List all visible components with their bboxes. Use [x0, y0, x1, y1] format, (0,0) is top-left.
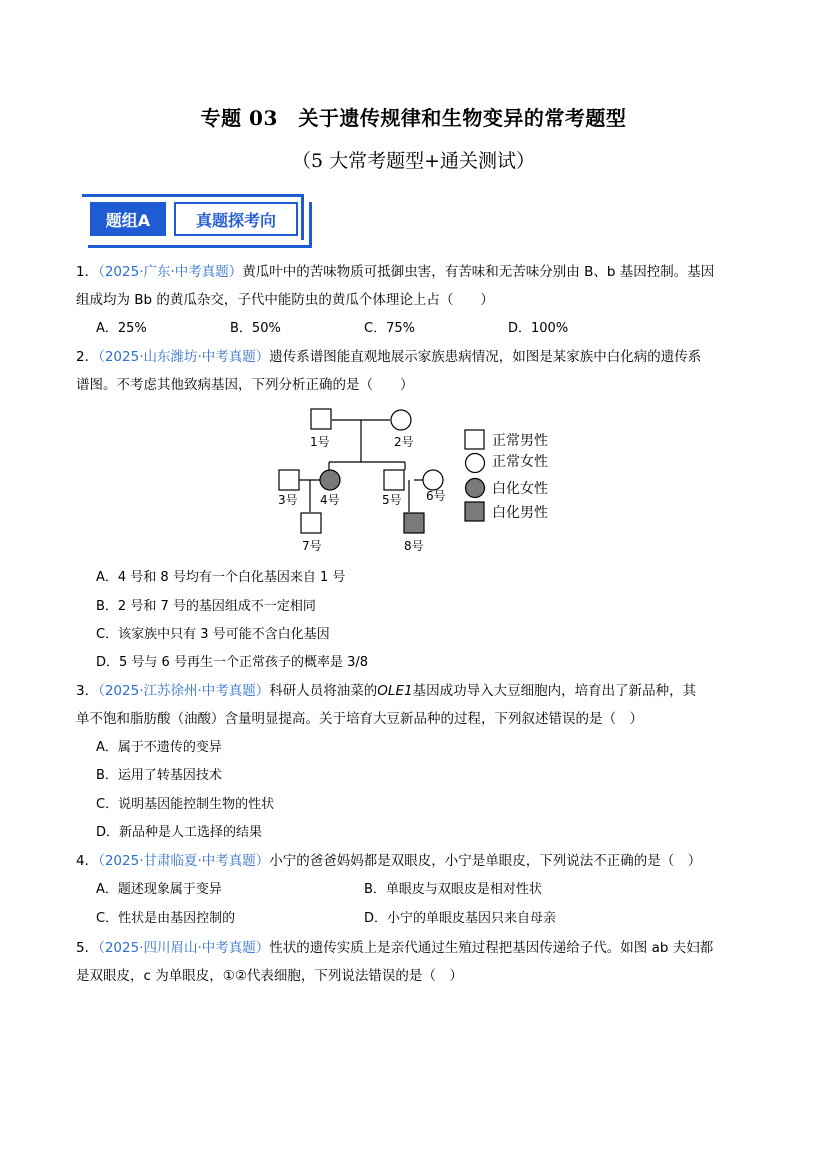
- page-title: 专题 03 关于遗传规律和生物变异的常考题型: [200, 106, 627, 130]
- individual-6-normal-female: [423, 470, 443, 490]
- legend-normal-female-icon: [466, 454, 485, 473]
- question-source: （2025·江苏徐州·中考真题）: [98, 683, 270, 699]
- question-5-line-1: [76, 938, 713, 958]
- question-4-option-d: D．小宁的单眼皮基因只来自母亲: [364, 911, 557, 926]
- label-8: 8号: [404, 539, 424, 553]
- question-number: 4．: [76, 853, 99, 869]
- question-1-option-c: C．75%: [364, 321, 415, 336]
- individual-3-normal-male: [279, 470, 299, 490]
- section-badge: 真题探考向: [174, 202, 298, 236]
- question-1-line-2: 组成均为 Bb 的黄瓜杂交，子代中能防虫的黄瓜个体理论上占（ ）: [76, 292, 494, 308]
- question-number: 5．: [76, 940, 99, 956]
- legend-albino-male: 白化男性: [492, 505, 548, 521]
- question-3-option-c: C．说明基因能控制生物的性状: [96, 797, 275, 812]
- section-banner: [82, 194, 312, 248]
- question-2-line-1: [76, 347, 701, 367]
- legend-albino-male-icon: [465, 502, 484, 521]
- question-source: （2025·四川眉山·中考真题）: [98, 940, 270, 956]
- individual-4-albino-female: [320, 470, 340, 490]
- individual-1-normal-male: [311, 409, 331, 429]
- label-6: 6号: [426, 489, 446, 503]
- question-2-option-d: D．5 号与 6 号再生一个正常孩子的概率是 3/8: [96, 655, 369, 670]
- question-3-option-b: B．运用了转基因技术: [96, 768, 222, 783]
- gene-name: OLE1: [377, 683, 413, 699]
- pedigree-chart: [270, 400, 570, 558]
- question-text: 小宁的爸爸妈妈都是双眼皮，小宁是单眼皮，下列说法不正确的是（ ）: [269, 853, 702, 869]
- question-text-cont: 基因成功导入大豆细胞内，培育出了新品种，其: [412, 683, 697, 699]
- legend-albino-female: 白化女性: [492, 481, 548, 497]
- individual-8-albino-male: [404, 513, 424, 533]
- question-5-line-2: 是双眼皮，c 为单眼皮，①②代表细胞，下列说法错误的是（ ）: [76, 968, 463, 984]
- individual-2-normal-female: [391, 410, 411, 430]
- question-3-line-2: 单不饱和脂肪酸（油酸）含量明显提高。关于培育大豆新品种的过程，下列叙述错误的是（ ）: [76, 711, 643, 727]
- question-number: 2．: [76, 349, 99, 365]
- group-badge: 题组A: [90, 202, 166, 236]
- label-5: 5号: [382, 493, 402, 507]
- question-4-option-a: A．题述现象属于变异: [96, 882, 222, 897]
- question-1-option-d: D．100%: [508, 321, 569, 336]
- question-4-option-c: C．性状是由基因控制的: [96, 911, 236, 926]
- question-source: （2025·甘肃临夏·中考真题）: [98, 853, 270, 869]
- question-source: （2025·山东潍坊·中考真题）: [98, 349, 270, 365]
- question-2-option-b: B．2 号和 7 号的基因组成不一定相同: [96, 599, 316, 614]
- label-4: 4号: [320, 493, 340, 507]
- question-1-option-b: B．50%: [230, 321, 281, 336]
- question-3-option-d: D．新品种是人工选择的结果: [96, 825, 263, 840]
- question-text: 遗传系谱图能直观地展示家族患病情况，如图是某家族中白化病的遗传系: [269, 349, 702, 365]
- question-2-option-c: C．该家族中只有 3 号可能不含白化基因: [96, 627, 330, 642]
- legend-normal-female: 正常女性: [492, 454, 548, 470]
- question-text: 黄瓜叶中的苦味物质可抵御虫害，有苦味和无苦味分别由 B、b 基因控制。基因: [242, 264, 715, 280]
- question-4-option-b: B．单眼皮与双眼皮是相对性状: [364, 882, 542, 897]
- label-2: 2号: [394, 435, 414, 449]
- question-number: 3．: [76, 683, 99, 699]
- question-4-line-1: [76, 851, 701, 871]
- question-1-option-a: A．25%: [96, 321, 147, 336]
- label-7: 7号: [302, 539, 322, 553]
- question-text: 性状的遗传实质上是亲代通过生殖过程把基因传递给子代。如图 ab 夫妇都: [269, 940, 714, 956]
- label-3: 3号: [278, 493, 298, 507]
- question-number: 1．: [76, 264, 99, 280]
- legend-albino-female-icon: [466, 479, 485, 498]
- question-3-option-a: A．属于不遗传的变异: [96, 740, 222, 755]
- question-text: 科研人员将油菜的: [269, 683, 378, 699]
- legend-normal-male-icon: [465, 430, 484, 449]
- question-source: （2025·广东·中考真题）: [98, 264, 243, 280]
- question-2-option-a: A．4 号和 8 号均有一个白化基因来自 1 号: [96, 570, 346, 585]
- legend-normal-male: 正常男性: [492, 433, 548, 449]
- individual-7-normal-male: [301, 513, 321, 533]
- question-2-line-2: 谱图。不考虑其他致病基因，下列分析正确的是（ ）: [76, 377, 414, 393]
- page-subtitle: （5 大常考题型+通关测试）: [291, 150, 536, 172]
- question-1-line-1: [76, 262, 714, 282]
- label-1: 1号: [310, 435, 330, 449]
- question-3-line-1: [76, 681, 696, 701]
- individual-5-normal-male: [384, 470, 404, 490]
